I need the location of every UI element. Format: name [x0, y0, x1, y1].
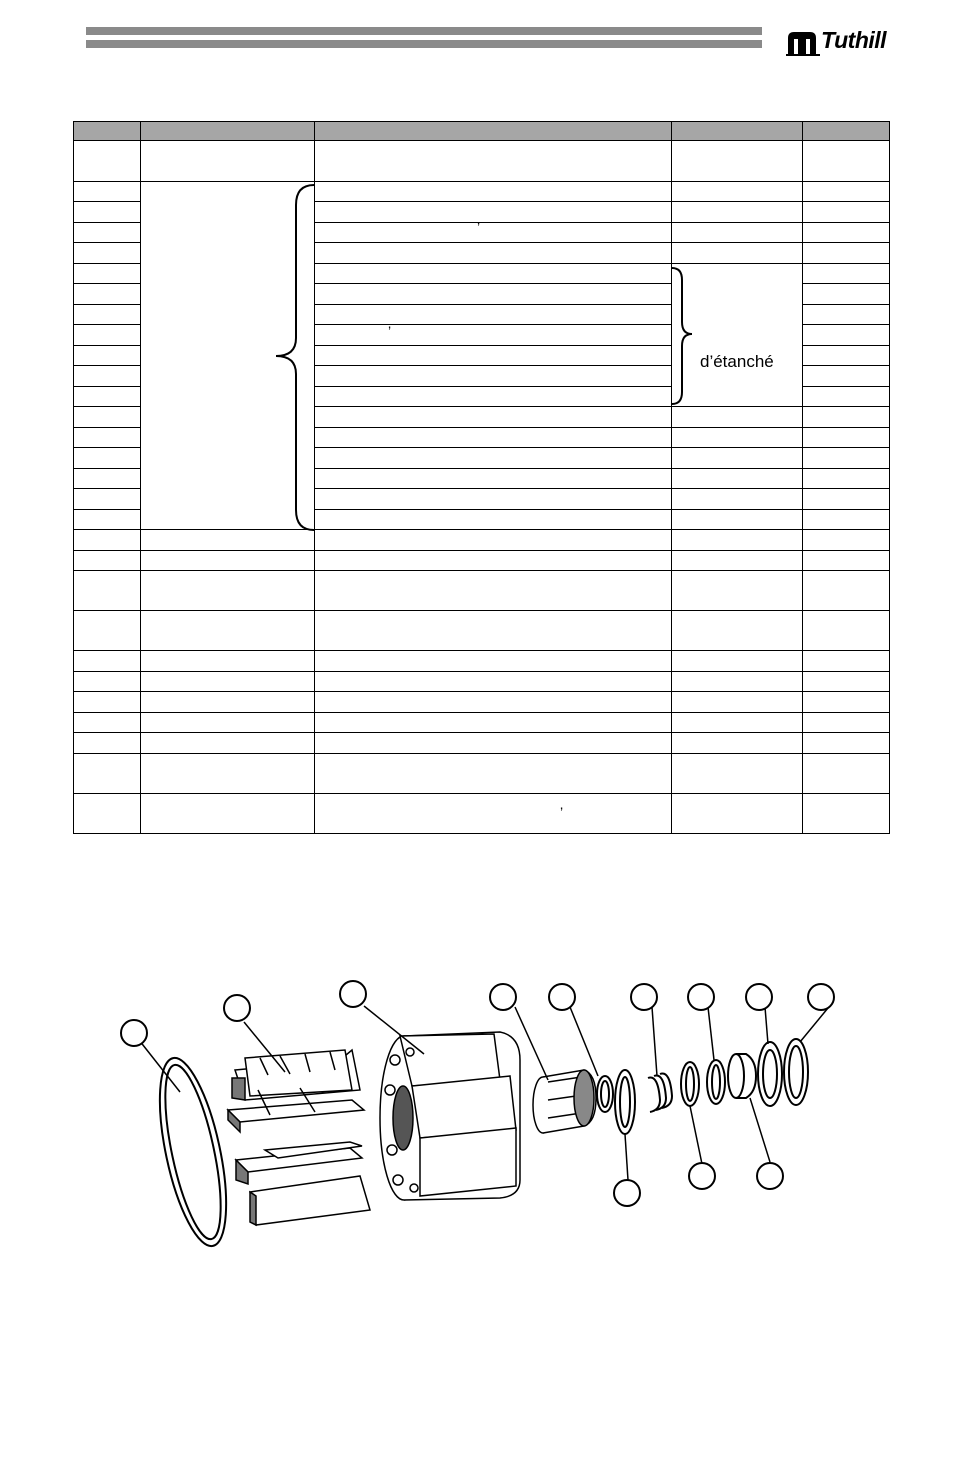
vane-set	[228, 1050, 370, 1225]
rotor-shaft-hub	[533, 1070, 596, 1133]
apostrophe-mark: ’	[560, 804, 564, 820]
right-curly-brace-icon	[672, 268, 692, 404]
left-curly-brace-icon	[276, 185, 314, 530]
apostrophe-mark: ’	[388, 323, 392, 339]
seal-group-label: d’étanché	[700, 352, 774, 371]
brand-name: Tuthill	[821, 27, 887, 53]
gasket-ring	[147, 1052, 240, 1251]
rotor	[380, 1032, 520, 1200]
seal-components	[597, 1039, 808, 1134]
apostrophe-mark: ’	[477, 219, 481, 235]
